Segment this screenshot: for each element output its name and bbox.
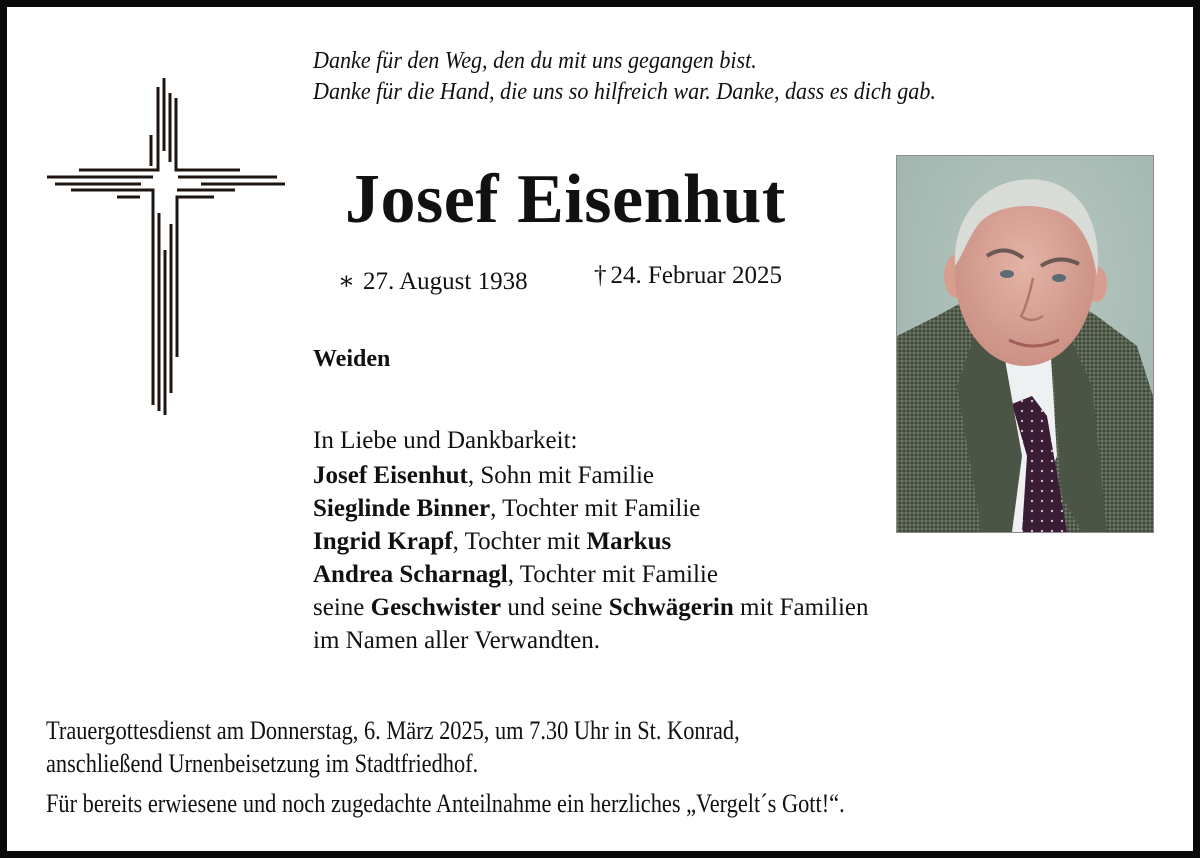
cross-icon	[0, 0, 300, 430]
mourner-text: seine	[313, 594, 371, 621]
death-date-text: 24. Februar 2025	[610, 262, 782, 289]
birth-date-text: 27. August 1938	[363, 268, 528, 295]
mourner-closing: im Namen aller Verwandten.	[313, 627, 600, 654]
deceased-name: Josef Eisenhut	[345, 161, 786, 238]
mourner-row	[313, 459, 869, 492]
mourner-row	[313, 624, 869, 657]
mourner-relation: , Tochter mit	[452, 528, 587, 555]
quote-line-1: Danke für den Weg, den du mit uns gegangen bist.	[313, 48, 757, 74]
portrait-photo	[896, 155, 1154, 533]
quote-line-2: Danke für die Hand, die uns so hilfreich war. Danke, dass es dich gab.	[313, 79, 936, 105]
mourners-list	[313, 423, 869, 657]
mourner-row	[313, 492, 869, 525]
mourner-relation: , Tochter mit Familie	[507, 561, 718, 588]
mourner-name: Andrea Scharnagl	[313, 561, 508, 588]
service-details-line: Trauergottesdienst am Donnerstag, 6. März 2025, um 7.30 Uhr in St. Konrad,	[46, 716, 740, 745]
mourner-group: Schwägerin	[608, 594, 734, 621]
mourner-relation: , Sohn mit Familie	[467, 462, 655, 489]
mourner-name: Josef Eisenhut	[313, 462, 468, 489]
mourner-partner-name: Markus	[586, 528, 672, 555]
birth-star-icon: ∗	[338, 268, 355, 295]
residence-place: Weiden	[313, 346, 391, 372]
burial-details-line: anschließend Urnenbeisetzung im Stadtfriedhof.	[46, 749, 479, 778]
thanks-line: Für bereits erwiesene und noch zugedachte Anteilnahme ein herzliches „Vergelt´s Gott!“.	[46, 789, 845, 818]
service-info	[46, 714, 845, 820]
mourners-intro: In Liebe und Dankbarkeit:	[313, 427, 578, 454]
memorial-quote	[313, 46, 936, 108]
portrait-image	[897, 156, 1153, 532]
mourner-row	[313, 591, 869, 624]
mourner-row	[313, 525, 869, 558]
death-date	[594, 262, 782, 290]
mourner-group: Geschwister	[370, 594, 502, 621]
mourner-name: Sieglinde Binner	[313, 495, 491, 522]
mourner-relation: , Tochter mit Familie	[490, 495, 701, 522]
mourner-text: mit Familien	[733, 594, 869, 621]
mourner-name: Ingrid Krapf	[313, 528, 453, 555]
mourner-text: und seine	[501, 594, 609, 621]
mourner-row	[313, 558, 869, 591]
birth-date	[338, 266, 528, 296]
death-cross-icon: †	[594, 262, 607, 289]
